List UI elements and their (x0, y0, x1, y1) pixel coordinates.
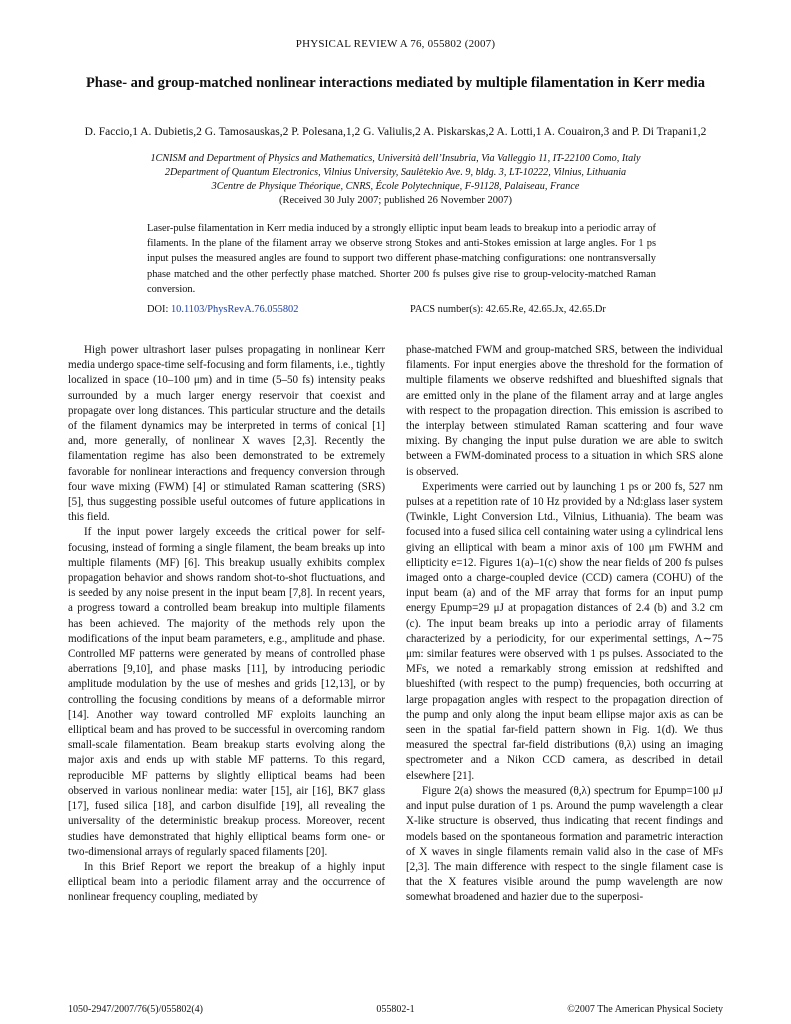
footer-page-number: 055802-1 (376, 1004, 415, 1015)
abstract: Laser-pulse filamentation in Kerr media induced by a strongly elliptic input beam leads to breakup into a periodic array of filaments. In the plane of the filament array we observe strong Stokes and anti-Stokes emission at large angles. For 1 ps input pulses the measured angles are found to support two different phase-matching configurations: one nontransversally phase matched and the other perfectly phase matched. Shorter 200 fs pulses give rise to group-velocity-matched Raman conversion. (147, 223, 656, 295)
paragraph: High power ultrashort laser pulses propagating in nonlinear Kerr media undergo space-time self-focusing and form filaments, i.e., tightly localized in space (10–100 μm) and in time (5–50 fs) intensity peaks surrounded by a much larger energy reservoir that coexist and propagate over long distances. This particular structure and the details of the filament dynamics may be interpreted in terms of conical [1] and, more generally, of nonlinear X waves [2,3]. Recently the filamentation regime has also been demonstrated to be extremely favorable for nonlinear interactions and frequency conversion through four wave mixing (FWM) [4] or stimulated Raman scattering (SRS) [5], thus suggesting possible useful outcomes of future applications in this field. (68, 344, 385, 524)
received-dates: (Received 30 July 2007; published 26 November 2007) (279, 195, 512, 206)
footer-copyright: ©2007 The American Physical Society (567, 1004, 723, 1015)
journal-header: PHYSICAL REVIEW A 76, 055802 (2007) (295, 38, 496, 50)
left-column (68, 343, 385, 906)
doi-link[interactable]: 10.1103/PhysRevA.76.055802 (170, 304, 299, 315)
affiliations (60, 152, 731, 194)
affiliation-3: 3Centre de Physique Théorique, CNRS, École Polytechnique, F-91128, Palaiseau, France (211, 181, 580, 192)
article-title: Phase- and group-matched nonlinear interactions mediated by multiple filamentation in Kerr media (85, 75, 706, 91)
affiliation-1: 1CNISM and Department of Physics and Mathematics, Università dell’Insubria, Via Valleggio 11, IT-22100 Como, Italy (150, 153, 641, 164)
doi-line (147, 304, 298, 315)
paragraph: If the input power largely exceeds the critical power for self-focusing, instead of forming a single filament, the beam breaks up into multiple filaments (MF) [6]. This breakup usually exhibits complex propagation behavior and shows random shot-to-shot fluctuations, and is seeded by any noise present in the input beam [7,8]. In recent years, a progress toward a controlled beam breakup into multiple filaments has been achieved. The majority of the methods rely upon the modifications of the input beam parameters, e.g., amplitude and phase. Controlled MF patterns were generated by means of controlled phase aberrations [9,10], and phase masks [11], by introducing periodic amplitude modulation by the use of meshes and grids [12,13], or by controlling the focusing conditions by means of a deformable mirror [14]. Another way toward controlled MF exploits launching an elliptical beam and has proved to be successful in overcoming random small-scale filamentation. Beam breakup starts evolving along the major axis and ends up with stable MF patterns. To this regard, reproducible MF patterns by slightly elliptical beams had been observed in various nonlinear media: water [15], air [16], BK7 glass [17], fused silica [18], and carbon disulfide [19], all revealing the universality of the deterministic breakup process. Moreover, recent studies have demonstrated that highly elliptical beams form one- or two-dimensional arrays of regularly spaced filaments [20]. (68, 526, 385, 858)
author-list: D. Faccio,1 A. Dubietis,2 G. Tamosauskas,2 P. Polesana,1,2 G. Valiulis,2 A. Piskarskas,2 A. Lotti,1 A. Couairon,3 and P. Di Trapani1,2 (84, 126, 707, 138)
right-column (406, 343, 723, 906)
pacs-numbers: PACS number(s): 42.65.Re, 42.65.Jx, 42.65.Dr (410, 304, 606, 315)
doi-label: DOI: (147, 304, 169, 315)
affiliation-2: 2Department of Quantum Electronics, Vilnius University, Saulėtekio Ave. 9, bldg. 3, LT-10222, Vilnius, Lithuania (164, 167, 627, 178)
paragraph: In this Brief Report we report the breakup of a highly input elliptical beam into a periodic filament array and the occurrence of nonlinear frequency coupling, mediated by (68, 860, 385, 904)
paragraph: phase-matched FWM and group-matched SRS, between the individual filaments. For input energies above the threshold for the formation of multiple filaments we observe redshifted and blueshifted signals that are emitted only in the plane of the filament array and at large angles with respect to the propagation direction. This emission is ascribed to the interplay between stimulated Raman scattering and four wave mixing. By changing the input pulse duration we are able to switch between a FWM-dominated process to a situation in which SRS alone is observed. (406, 344, 723, 478)
footer-issn: 1050-2947/2007/76(5)/055802(4) (68, 1004, 203, 1015)
paragraph: Figure 2(a) shows the measured (θ,λ) spectrum for Epump=100 μJ and input pulse duration of 1 ps. Around the pump wavelength a clear X-like structure is observed, thus indicating that recent findings and models based on the spontaneous formation and parametric interaction of X waves in single filaments remain valid also in the case of MFs [2,3]. The main difference with respect to the single filament case is that the X features visible around the pump wavelength are now somewhat broadened and hazier due to the superposi- (406, 784, 723, 904)
paragraph: Experiments were carried out by launching 1 ps or 200 fs, 527 nm pulses at a repetition rate of 10 Hz provided by a Nd:glass laser system (Twinkle, Light Conversion Ltd., Vilnius, Lithuania). The beam was focused into a fused silica cell containing water using a cylindrical lens giving an elliptical with beam a minor axis of 100 μm FWHM and ellipticity e=12. Figures 1(a)–1(c) show the near fields of 200 fs pulses imaged onto a charge-coupled device (CCD) camera (COHU) of the input beam (a) and of the MF array that forms for an input pump energy Epump=29 μJ at propagation distances of 2.4 (b) and 3.2 cm (c). The input beam breaks up into a periodic array of filaments characterized by a periodicity, for our experimental settings, Λ∼75 μm: similar features were observed with 1 ps pulses. Associated to the MFs, we noted a remarkably strong emission at redshifted and blueshifted (with respect to the pump) frequencies, both occurring at large propagation angles with respect to the propagation direction of the pump and only along the input beam ellipse major axis as can be seen in the spatial far-field pattern shown in Fig. 1(d). We thus measured the spectral far-field distributions (θ,λ) using an imaging spectrometer and a Nikon CCD camera, as described in detail elsewhere [21]. (406, 480, 723, 782)
